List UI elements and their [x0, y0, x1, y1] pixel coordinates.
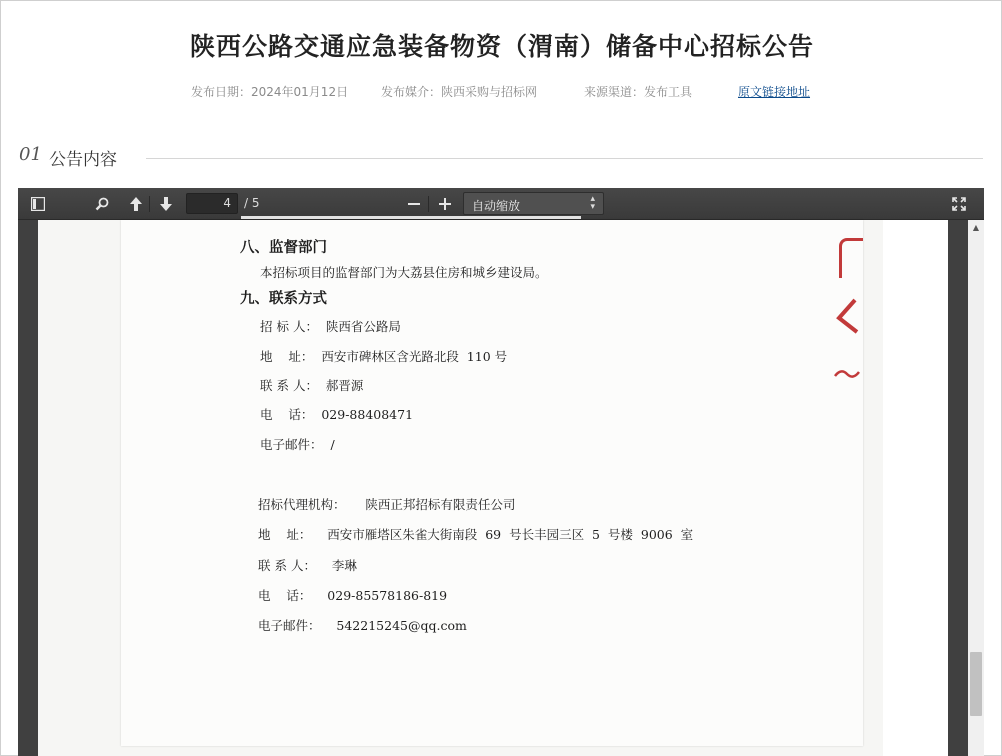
pdf-canvas[interactable] [18, 220, 968, 756]
tenderer-email: 电子邮件： / [260, 437, 335, 452]
supervision-text: 本招标项目的监督部门为大荔县住房和城乡建设局。 [260, 265, 548, 280]
section-label: 公告内容 [49, 150, 117, 170]
previous-page-icon[interactable] [126, 194, 146, 214]
page-title: 陕西公路交通应急装备物资（渭南）储备中心招标公告 [189, 32, 814, 61]
fullscreen-icon[interactable] [949, 194, 969, 214]
agency-email: 电子邮件： 542215245@qq.com [258, 618, 467, 633]
page-margin [883, 220, 948, 756]
seal-stamp-fragment [839, 238, 863, 278]
publish-media: 发布媒介：陕西采购与招标网 [381, 85, 538, 99]
zoom-select[interactable] [463, 192, 604, 215]
tenderer: 招 标 人： 陕西省公路局 [260, 319, 401, 334]
original-link[interactable]: 原文链接地址 [738, 85, 811, 99]
heading-contact: 九、联系方式 [240, 291, 327, 307]
toolbar-separator [428, 196, 429, 212]
seal-stamp-fragment [833, 298, 859, 334]
toolbar-separator [149, 196, 150, 212]
page-total: / 5 [244, 196, 260, 210]
pdf-page [38, 220, 948, 756]
scanned-document [121, 220, 863, 746]
sidebar-toggle-icon[interactable] [28, 194, 48, 214]
zoom-in-icon[interactable] [435, 194, 455, 214]
agency: 招标代理机构： 陕西正邦招标有限责任公司 [258, 497, 516, 512]
tenderer-contact: 联 系 人： 郝晋源 [260, 378, 364, 393]
tenderer-address: 地 址： 西安市碑林区含光路北段 110 号 [260, 349, 508, 364]
heading-supervision: 八、监督部门 [240, 240, 327, 256]
section-number: 01 [19, 144, 42, 165]
seal-stamp-fragment [833, 366, 861, 382]
vertical-scrollbar[interactable] [968, 220, 984, 756]
article-meta [1, 83, 1002, 101]
agency-phone: 电 话： 029-85578186-819 [258, 588, 448, 603]
tenderer-phone: 电 话： 029-88408471 [260, 407, 414, 422]
zoom-select-value: 自动缩放 [472, 199, 521, 213]
cut-off-line [241, 216, 581, 219]
page-number-input[interactable]: 4 [186, 193, 238, 214]
next-page-icon[interactable] [156, 194, 176, 214]
pdf-viewer [18, 188, 984, 756]
search-icon[interactable] [92, 194, 112, 214]
agency-contact: 联 系 人： 李琳 [258, 558, 357, 573]
chevron-updown-icon: ▴ ▾ [590, 194, 595, 212]
source-channel: 来源渠道：发布工具 [584, 85, 693, 99]
publish-date: 发布日期：2024年01月12日 [191, 85, 349, 99]
scroll-up-icon[interactable]: ▲ [972, 223, 980, 232]
zoom-out-icon[interactable] [404, 194, 424, 214]
section-divider [146, 158, 983, 159]
agency-address: 地 址： 西安市雁塔区朱雀大街南段 69 号长丰园三区 5 号楼 9006 室 [258, 527, 694, 542]
scrollbar-thumb[interactable] [970, 652, 982, 716]
